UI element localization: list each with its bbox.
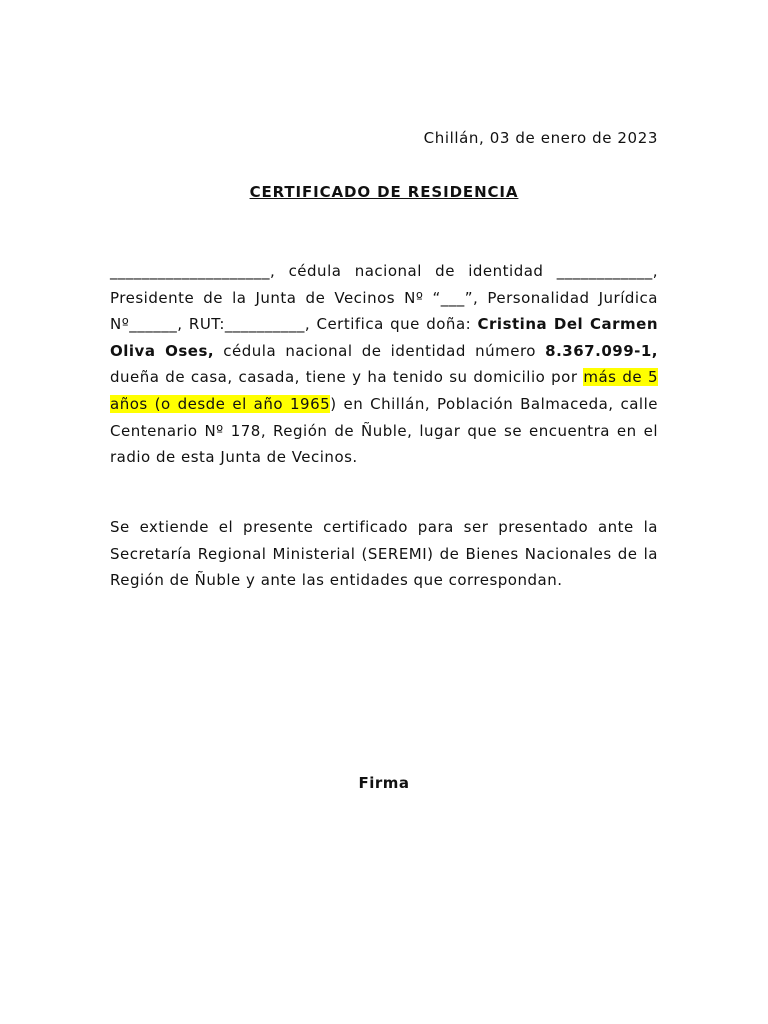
signature-label: Firma <box>358 774 410 792</box>
paragraph-text-2: cédula nacional de identidad número <box>214 341 546 360</box>
document-title: CERTIFICADO DE RESIDENCIA <box>249 183 519 201</box>
highlighted-residence-period: más de 5 años (o desde el año 1965 <box>110 368 658 413</box>
id-number: 8.367.099-1, <box>545 341 658 360</box>
resident-name: Cristina Del Carmen Oliva Oses, <box>110 315 658 360</box>
certification-paragraph <box>110 258 658 471</box>
paragraph-text-4: ) en Chillán, Población Balmaceda, calle Centenario Nº 178, Región de Ñuble, lugar que se encuentra en el radio de esta Junta de Vecinos. <box>110 394 658 467</box>
place-date: Chillán, 03 de enero de 2023 <box>423 129 658 147</box>
purpose-paragraph: Se extiende el presente certificado para ser presentado ante la Secretaría Regional Ministerial (SEREMI) de Bienes Nacionales de la Región de Ñuble y ante las entidades que correspondan. <box>110 518 658 590</box>
paragraph-text-1: ____________________, cédula nacional de identidad ____________, Presidente de la Junta de Vecinos Nº “___”, Personalidad Jurídica Nº______, RUT:__________, Certifica que doña: <box>110 262 658 334</box>
paragraph-text-3: dueña de casa, casada, tiene y ha tenido su domicilio por <box>110 368 584 387</box>
